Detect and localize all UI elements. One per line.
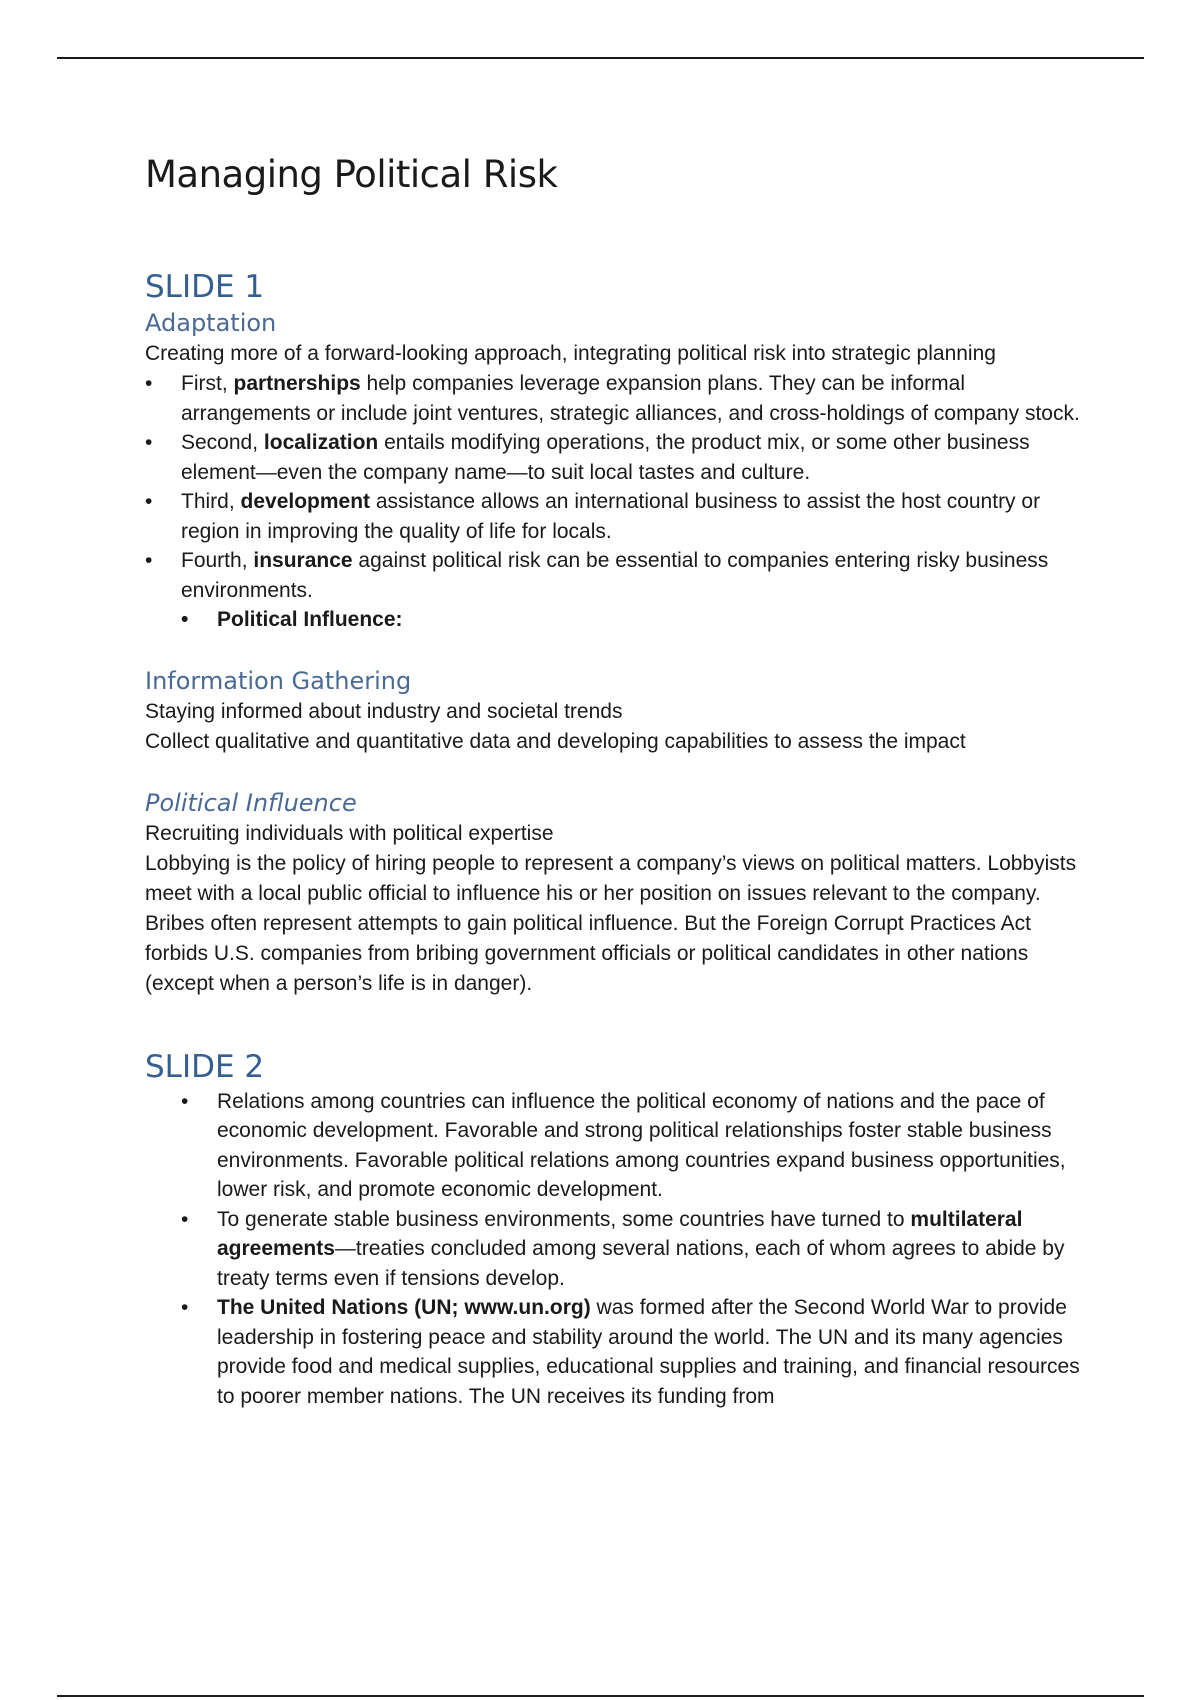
bottom-rule	[57, 1695, 1144, 1697]
document-title: Managing Political Risk	[145, 153, 558, 196]
adaptation-heading: Adaptation	[145, 309, 277, 337]
political-influence-heading: Political Influence	[145, 788, 357, 817]
spacer	[145, 757, 1095, 787]
adaptation-intro: Creating more of a forward-looking approach, integrating political risk into strategic planning	[145, 342, 996, 365]
adaptation-sub-bullet-list	[181, 605, 1095, 635]
list-item: • Second, localization entails modifying operations, the product mix, or some other business element—even the company name—to suit local tastes and culture.	[145, 428, 1095, 487]
spacer	[145, 999, 1095, 1047]
information-gathering-line-1: Staying informed about industry and societal trends	[145, 699, 623, 723]
list-item: • Fourth, insurance against political risk can be essential to companies entering risky business environments.	[145, 546, 1095, 605]
top-rule	[57, 57, 1144, 59]
list-item: • Third, development assistance allows an international business to assist the host country or region in improving the quality of life for locals.	[145, 487, 1095, 546]
slide-1-section	[145, 267, 1095, 999]
list-item: • First, partnerships help companies leverage expansion plans. They can be informal arrangements or include joint ventures, strategic alliances, and cross-holdings of company stock.	[145, 369, 1095, 428]
list-item: • The United Nations (UN; www.un.org) was formed after the Second World War to provide leadership in fostering peace and stability around the world. The UN and its many agencies provide food and medical supplies, educational supplies and training, and financial resources to poorer member nations. The UN receives its funding from	[181, 1293, 1095, 1411]
slide-1-heading: SLIDE 1	[145, 269, 265, 305]
document-body	[145, 145, 1095, 1411]
spacer	[145, 205, 1095, 267]
adaptation-bullet-list	[145, 369, 1095, 605]
political-influence-line-1: Recruiting individuals with political expertise	[145, 821, 554, 845]
list-item: • To generate stable business environments, some countries have turned to multilateral agreements—treaties concluded among several nations, each of whom agrees to abide by treaty terms even if tensions develop.	[181, 1205, 1095, 1294]
political-influence-paragraph: Lobbying is the policy of hiring people to represent a company’s views on political matters. Lobbyists meet with a local public official to influence his or her position on issues relevant to the company. Bribes often represent attempts to gain political influence. But the Foreign Corrupt Practices Act forbids U.S. companies from bribing government officials or political candidates in other nations (except when a person’s life is in danger).	[145, 851, 1077, 995]
slide-2-heading: SLIDE 2	[145, 1048, 265, 1085]
slide-2-bullet-list	[181, 1087, 1095, 1412]
information-gathering-line-2: Collect qualitative and quantitative data and developing capabilities to assess the impact	[145, 729, 966, 753]
information-gathering-heading: Information Gathering	[145, 666, 412, 695]
political-influence-sub-bullet: • Political Influence:	[181, 605, 1095, 635]
slide-2-section	[145, 1047, 1095, 1412]
spacer	[145, 635, 1095, 665]
list-item: • Relations among countries can influence the political economy of nations and the pace of economic development. Favorable and strong political relationships foster stable business environments. Favorable political relations among countries expand business opportunities, lower risk, and promote economic development.	[181, 1087, 1095, 1205]
